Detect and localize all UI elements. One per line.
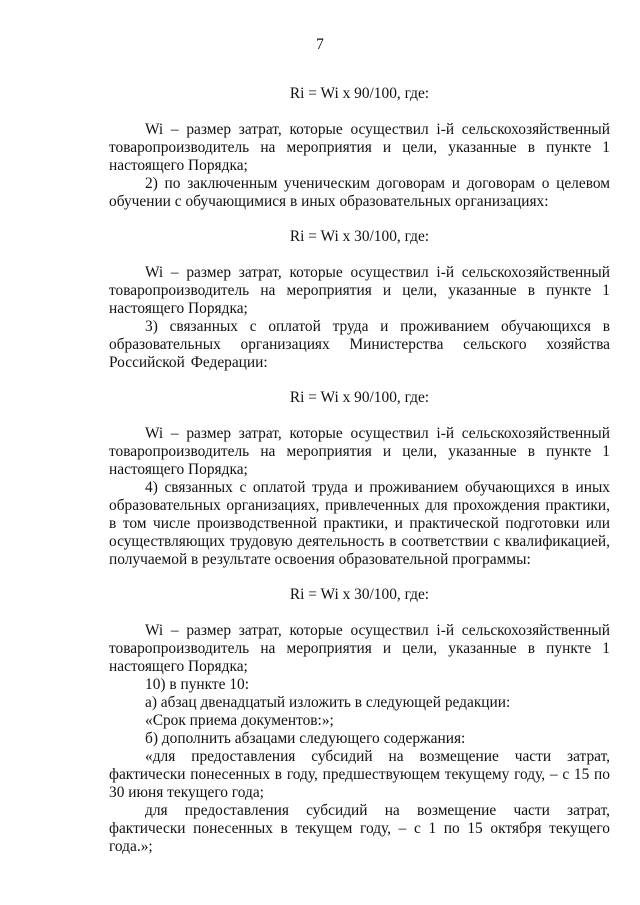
paragraph-add-1: «для предоставления субсидий на возмещение части затрат, фактически понесенных в году, предшествующем текущему году, – с 15 по 30 июня текущего года; xyxy=(109,748,610,801)
paragraph-item-10a: а) абзац двенадцатый изложить в следующей редакции: xyxy=(145,694,511,711)
formula-2: Ri = Wi x 30/100, где: xyxy=(289,228,430,245)
paragraph-w1: Wi – размер затрат, которые осуществил i-й сельскохозяйственный товаропроизводитель на мероприятия и цели, указанные в пункте 1 настоящего Порядка; xyxy=(109,121,610,174)
page-number: 7 xyxy=(316,36,324,53)
paragraph-item-3: 3) связанных с оплатой труда и проживанием обучающихся в образовательных организациях Министерства сельского хозяйства Российской Федерации: xyxy=(109,318,610,371)
paragraph-item-10: 10) в пункте 10: xyxy=(145,676,249,693)
paragraph-w2: Wi – размер затрат, которые осуществил i-й сельскохозяйственный товаропроизводитель на мероприятия и цели, указанные в пункте 1 настоящего Порядка; xyxy=(109,264,610,317)
formula-4: Ri = Wi x 30/100, где: xyxy=(289,586,430,603)
formula-3: Ri = Wi x 90/100, где: xyxy=(289,389,430,406)
paragraph-item-4: 4) связанных с оплатой труда и проживанием обучающихся в иных образовательных организациях, привлеченных для прохождения практики, в том числе производственной практики, и практической подготовки или осуществляющих трудовую деятельность в соответствии с квалификацией, получаемой в результате освоения образовательной программы: xyxy=(109,479,610,568)
paragraph-item-10b: б) дополнить абзацами следующего содержания: xyxy=(145,730,466,747)
paragraph-item-2: 2) по заключенным ученическим договорам и договорам о целевом обучении с обучающимися в иных образовательных организациях: xyxy=(109,175,610,210)
paragraph-quote-1: «Срок приема документов:»; xyxy=(145,712,334,729)
paragraph-w4: Wi – размер затрат, которые осуществил i-й сельскохозяйственный товаропроизводитель на мероприятия и цели, указанные в пункте 1 настоящего Порядка; xyxy=(109,622,610,675)
paragraph-w3: Wi – размер затрат, которые осуществил i-й сельскохозяйственный товаропроизводитель на мероприятия и цели, указанные в пункте 1 настоящего Порядка; xyxy=(109,425,610,478)
paragraph-add-2: для предоставления субсидий на возмещение части затрат, фактически понесенных в текущем году, – с 1 по 15 октября текущего года.»; xyxy=(109,802,610,855)
formula-1: Ri = Wi x 90/100, где: xyxy=(289,85,430,102)
